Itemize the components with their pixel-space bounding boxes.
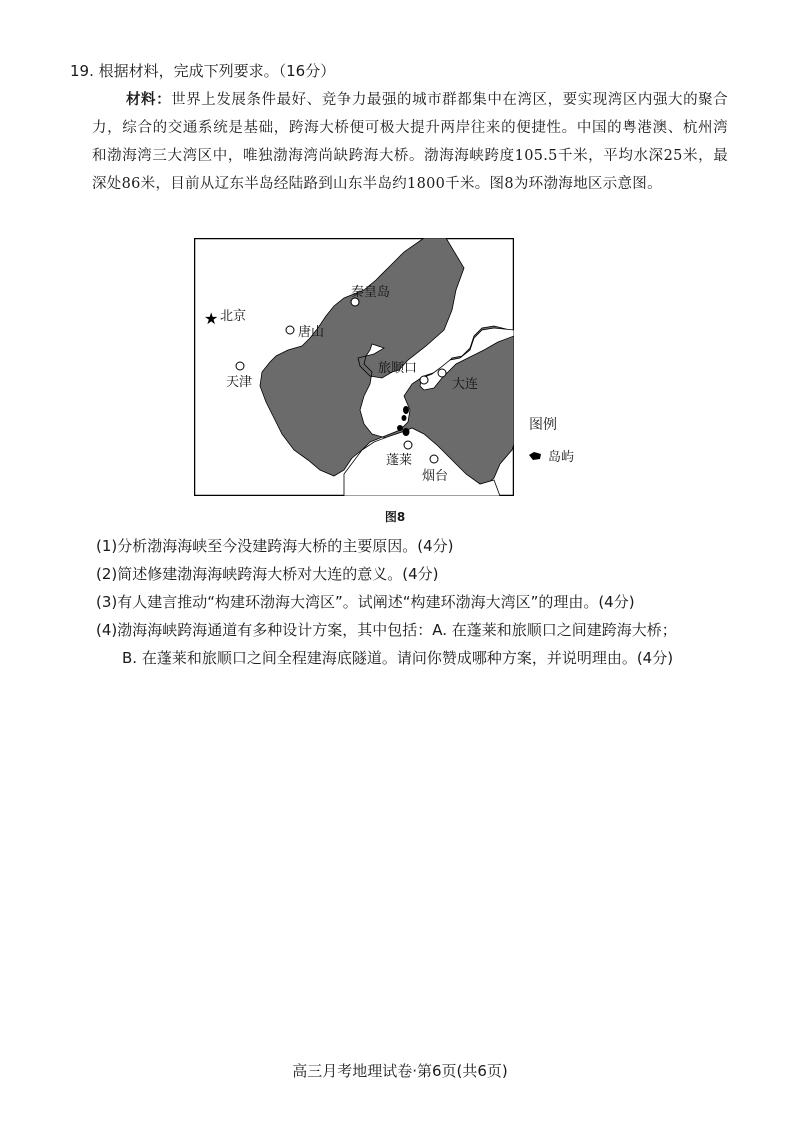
label-dalian: 大连 — [452, 377, 479, 392]
label-qinhuangdao: 秦皇岛 — [351, 285, 391, 300]
map-svg — [194, 238, 514, 496]
figure-caption: 图8 — [384, 510, 406, 524]
island — [403, 428, 410, 436]
label-yantai: 烟台 — [422, 469, 449, 484]
label-beijing: 北京 — [220, 309, 247, 324]
city-marker-dalian — [438, 369, 446, 377]
question-title: 19. 根据材料，完成下列要求。（16分） — [70, 62, 336, 80]
sub-question-3: (3)有人建言推动“构建环渤海大湾区”。试阐述“构建环渤海大湾区”的理由。(4分) — [96, 593, 635, 611]
city-marker-yantai — [430, 455, 438, 463]
beijing-star-icon: ★ — [204, 309, 219, 328]
sub-question-2: (2)简述修建渤海海峡跨海大桥对大连的意义。(4分) — [96, 565, 439, 583]
sub-questions — [96, 532, 736, 672]
legend-island-label: 岛屿 — [548, 450, 575, 465]
material-paragraph — [92, 86, 728, 198]
legend-title: 图例 — [529, 417, 557, 433]
city-marker-penglai — [404, 441, 412, 449]
label-lvshunkou: 旅顺口 — [378, 361, 418, 376]
island-legend-icon — [528, 451, 542, 461]
legend-island — [528, 446, 574, 465]
bohai-map — [194, 238, 514, 496]
city-marker-tianjin — [236, 362, 244, 370]
island — [403, 406, 409, 414]
sub-question-4-continued: B. 在蓬莱和旅顺口之间全程建海底隧道。请问你赞成哪种方案，并说明理由。(4分) — [122, 649, 674, 667]
city-marker-lvshunkou — [420, 376, 428, 384]
island — [397, 425, 403, 431]
material-label: 材料： — [126, 92, 172, 108]
material-text: 世界上发展条件最好、竞争力最强的城市群都集中在湾区，要实现湾区内强大的聚合力，综合的交通系统是基础，跨海大桥便可极大提升两岸往来的便捷性。中国的粤港澳、杭州湾和渤海湾三大湾区中，唯独渤海湾尚缺跨海大桥。渤海海峡跨度105.5千米，平均水深25米，最深处86米，目前从辽东半岛经陆路到山东半岛约1800千米。图8为环渤海地区示意图。 — [92, 92, 728, 192]
page-footer: 高三月考地理试卷·第6页(共6页) — [292, 1062, 508, 1080]
island — [402, 415, 407, 421]
label-tianjin: 天津 — [226, 375, 253, 390]
label-tangshan: 唐山 — [298, 325, 325, 340]
city-marker-tangshan — [286, 326, 294, 334]
sub-question-1: (1)分析渤海海峡至今没建跨海大桥的主要原因。(4分) — [96, 537, 454, 555]
label-penglai: 蓬莱 — [386, 453, 413, 468]
sub-question-4: (4)渤海海峡跨海通道有多种设计方案，其中包括：A. 在蓬莱和旅顺口之间建跨海大桥； — [96, 621, 677, 639]
